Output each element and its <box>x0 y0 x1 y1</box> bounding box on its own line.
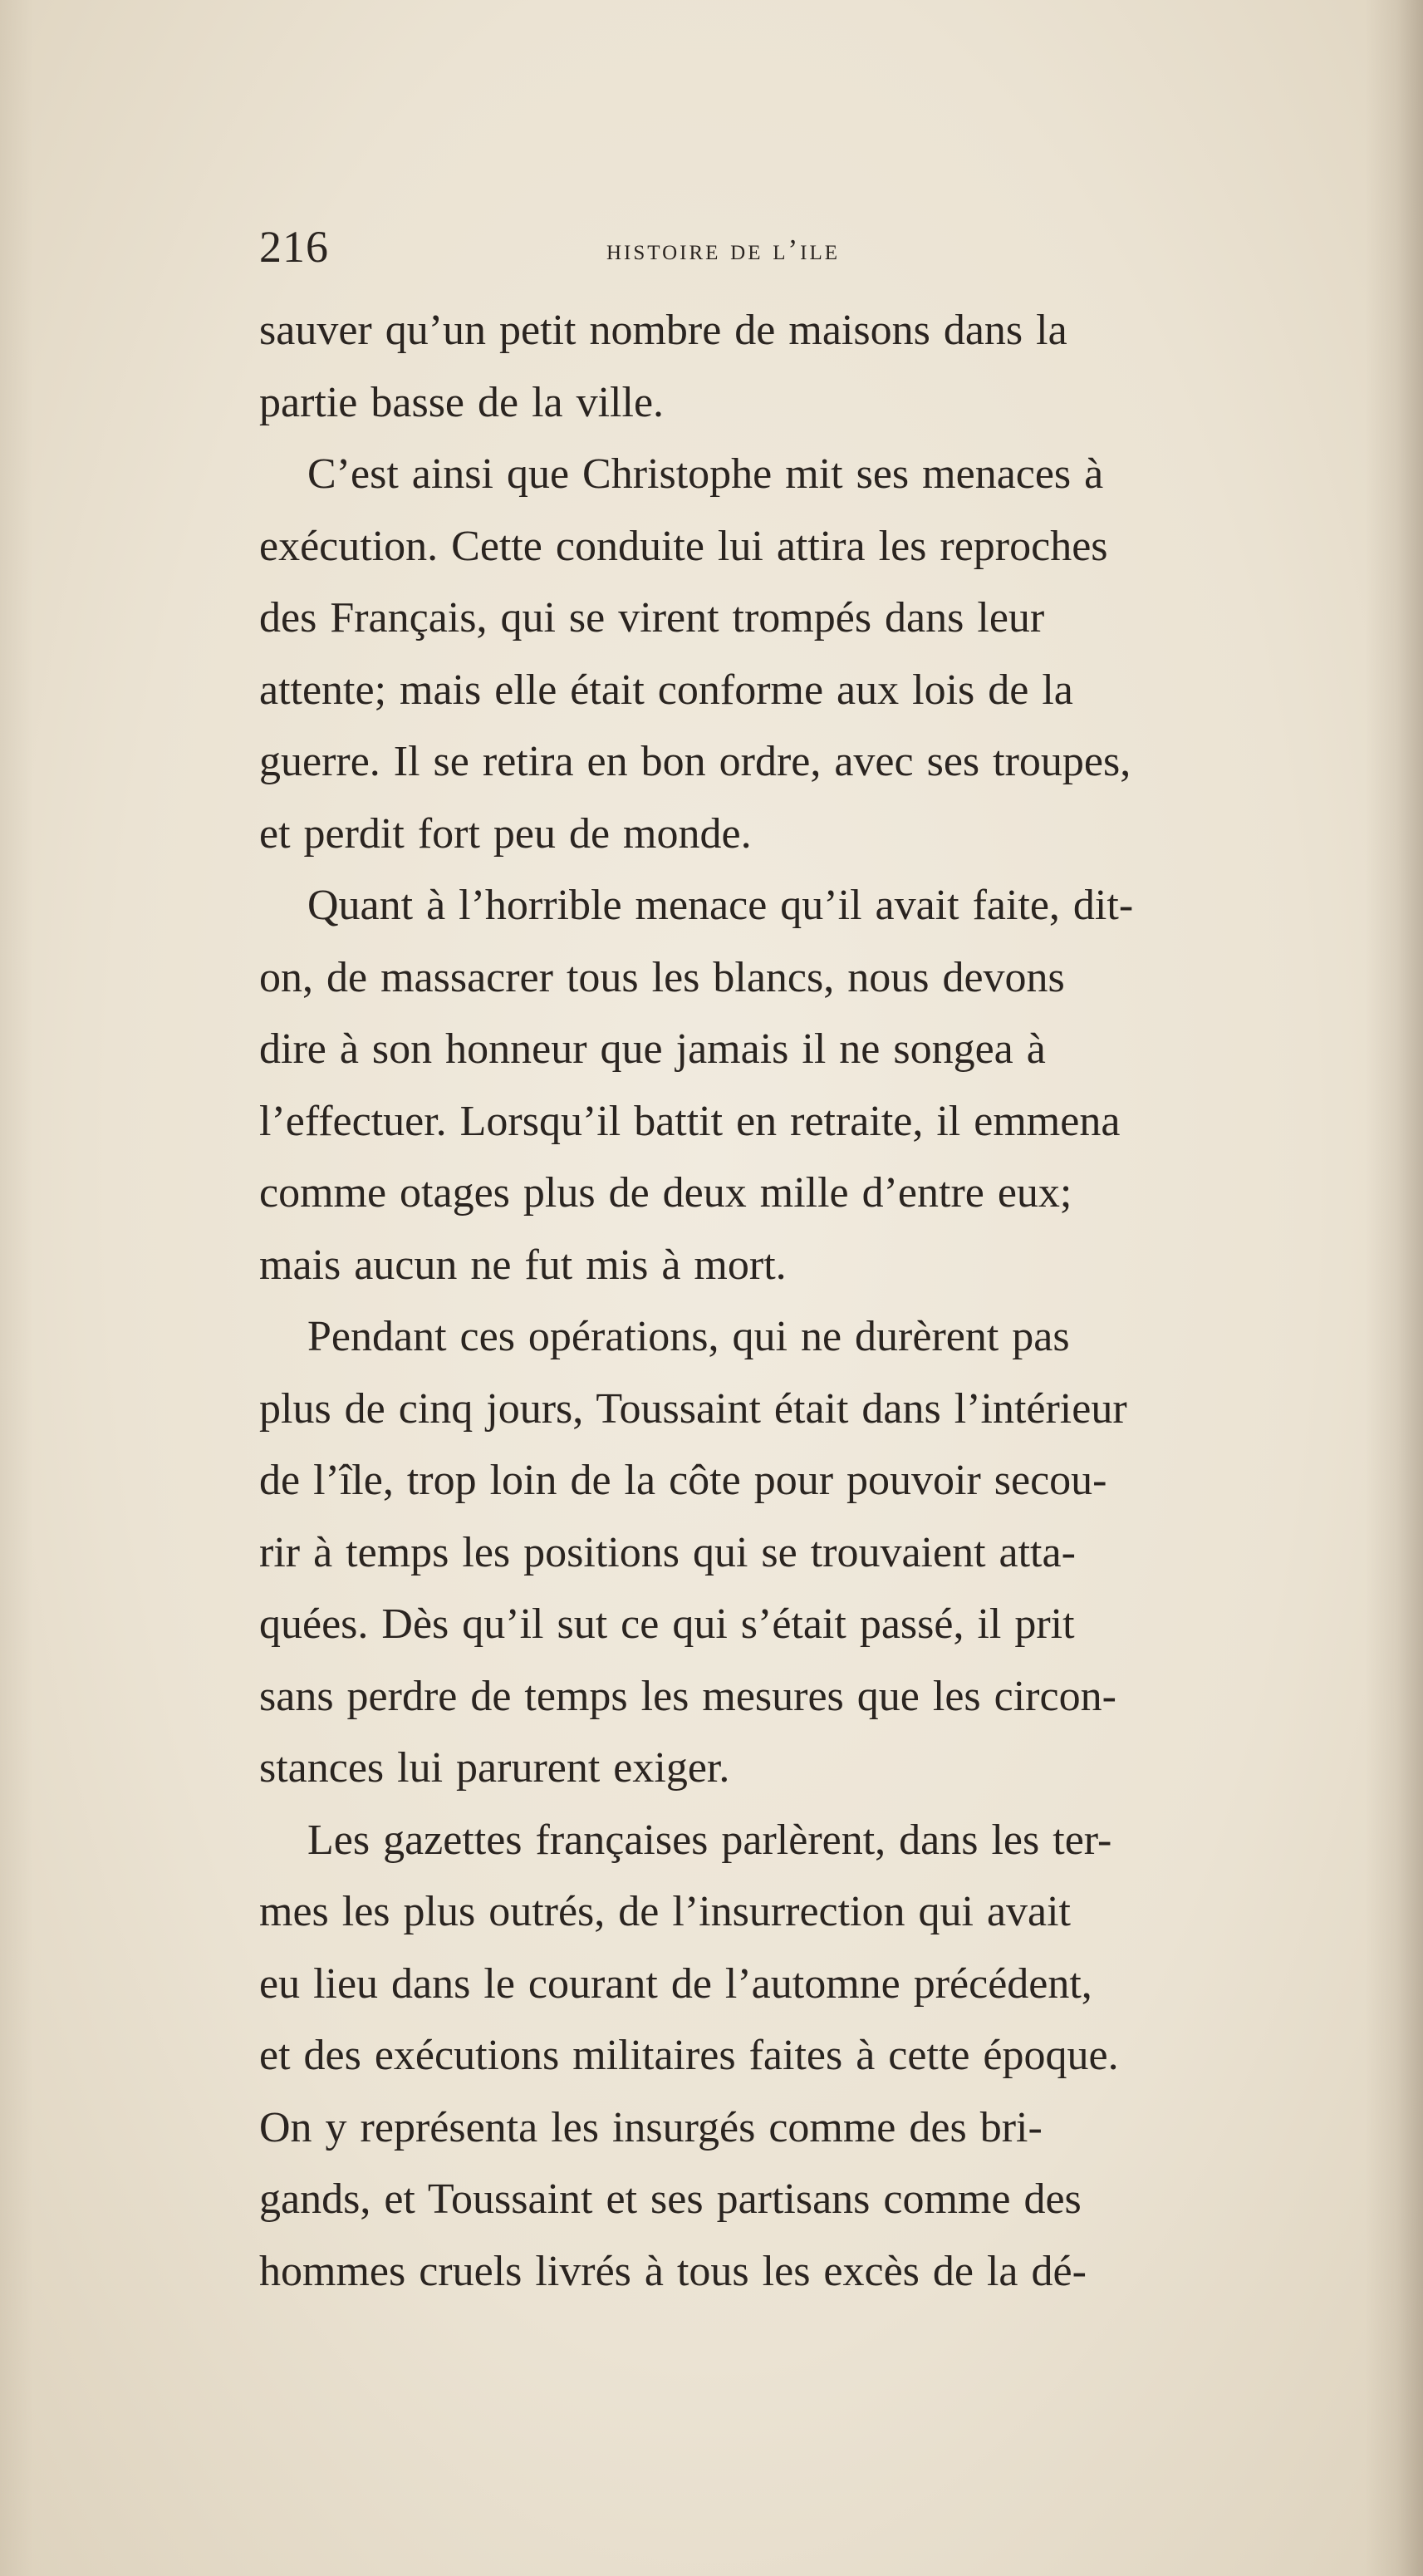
text-line: On y représenta les insurgés comme des bri- <box>259 2103 1043 2151</box>
text-line: de l’île, trop loin de la côte pour pouvoir secou- <box>259 1457 1107 1504</box>
text-line: eu lieu dans le courant de l’automne précédent, <box>259 1959 1092 2008</box>
paragraph-first-line: Pendant ces opérations, qui ne durèrent pas <box>307 1313 1070 1360</box>
text-line: gands, et Toussaint et ses partisans comme des <box>259 2175 1082 2223</box>
text-line: sans perdre de temps les mesures que les circon- <box>259 1672 1116 1720</box>
text-line: comme otages plus de deux mille d’entre eux; <box>259 1169 1072 1217</box>
text-line: et des exécutions militaires faites à cette époque. <box>259 2032 1119 2079</box>
paragraph-first-line: Les gazettes françaises parlèrent, dans les ter- <box>307 1816 1112 1864</box>
text-line: mais aucun ne fut mis à mort. <box>259 1241 787 1289</box>
page-gutter-shadow <box>0 0 33 2576</box>
text-line: stances lui parurent exiger. <box>259 1744 730 1792</box>
text-line: guerre. Il se retira en bon ordre, avec ses troupes, <box>259 738 1131 785</box>
text-line: plus de cinq jours, Toussaint était dans l’intérieur <box>259 1384 1127 1433</box>
text-line: et perdit fort peu de monde. <box>259 809 752 858</box>
page-edge-shadow <box>1365 0 1423 2576</box>
text-line: quées. Dès qu’il sut ce qui s’était passé, il prit <box>259 1600 1075 1648</box>
text-line: dire à son honneur que jamais il ne songea à <box>259 1025 1046 1073</box>
running-head: histoire de l’ile <box>606 234 841 266</box>
text-line: on, de massacrer tous les blancs, nous devons <box>259 953 1065 1001</box>
text-line: exécution. Cette conduite lui attira les reproches <box>259 522 1108 570</box>
text-line: l’effectuer. Lorsqu’il battit en retraite, il emmena <box>259 1097 1121 1145</box>
text-line: attente; mais elle était conforme aux lois de la <box>259 666 1073 714</box>
paragraph-first-line: Quant à l’horrible menace qu’il avait faite, dit- <box>307 882 1134 929</box>
page-header <box>259 218 1339 276</box>
text-line: sauver qu’un petit nombre de maisons dans la <box>259 307 1067 354</box>
body-text <box>259 295 1339 2308</box>
text-line: partie basse de la ville. <box>259 378 665 426</box>
text-line: des Français, qui se virent trompés dans leur <box>259 594 1045 642</box>
paragraph-first-line: C’est ainsi que Christophe mit ses menaces à <box>307 450 1104 498</box>
text-line: hommes cruels livrés à tous les excès de la dé- <box>259 2247 1087 2295</box>
text-line: mes les plus outrés, de l’insurrection qui avait <box>259 1888 1072 1935</box>
text-line: rir à temps les positions qui se trouvaient atta- <box>259 1528 1076 1576</box>
page-number: 216 <box>259 222 329 272</box>
